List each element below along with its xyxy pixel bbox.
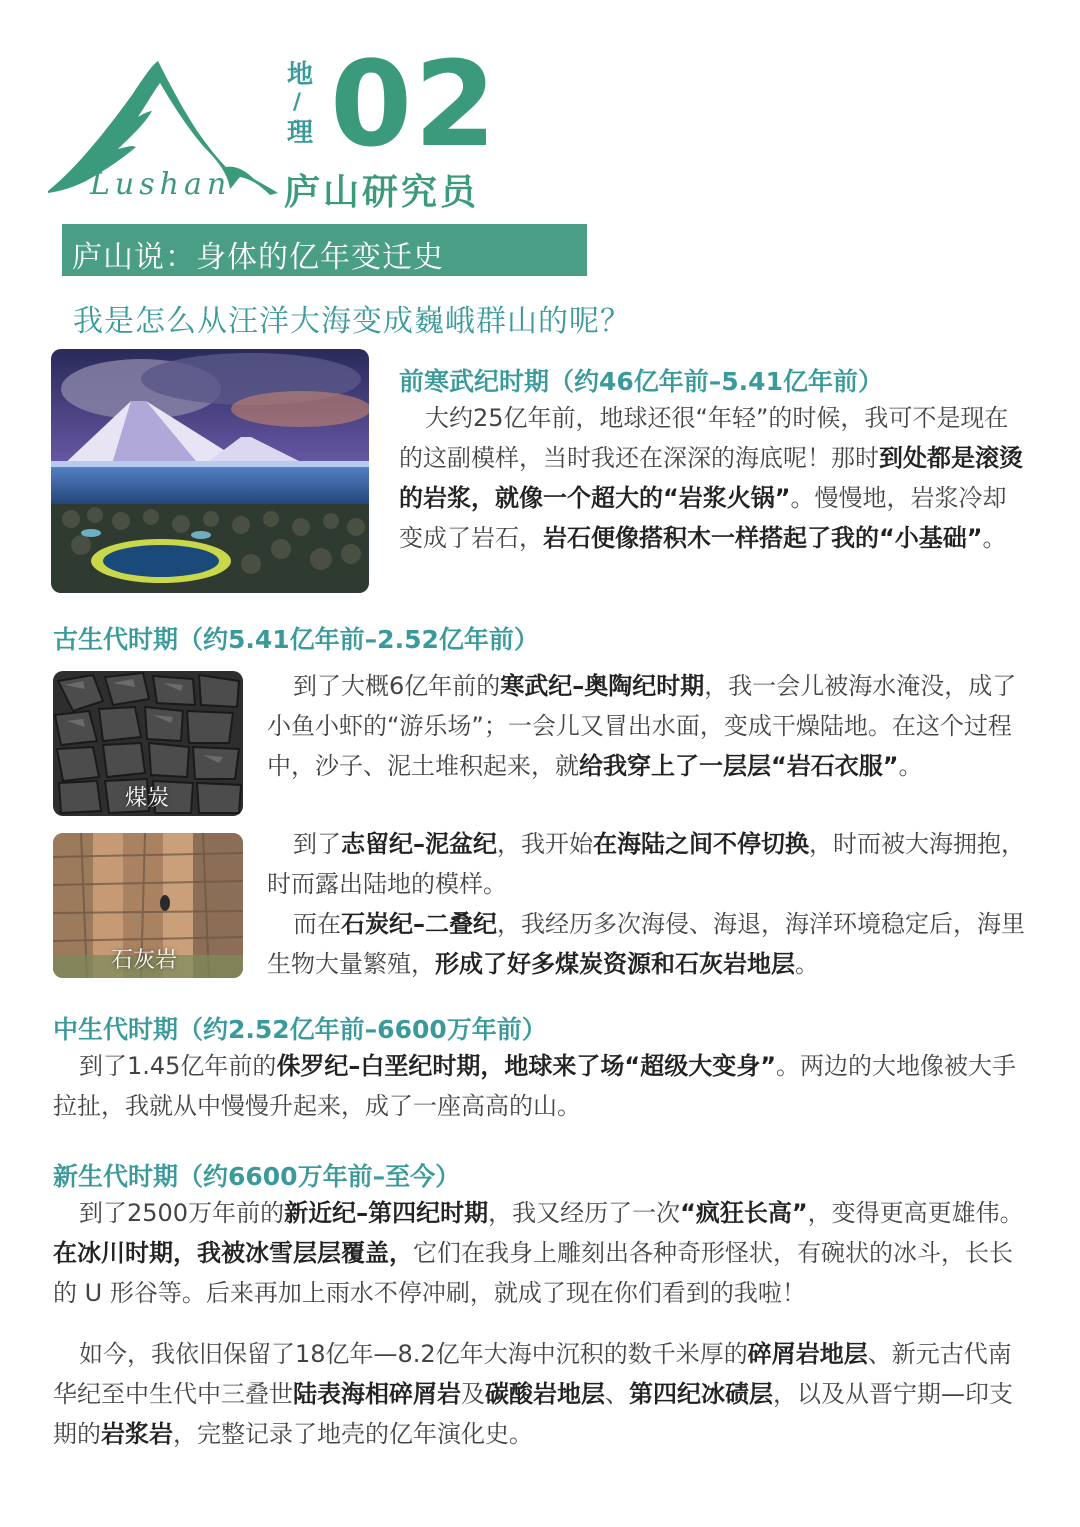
page-subtitle: 我是怎么从汪洋大海变成巍峨群山的呢？ <box>73 304 631 339</box>
limestone-caption: 石灰岩 <box>111 948 178 973</box>
lushan-mountain-logo <box>40 55 280 205</box>
paleozoic-paragraph-1 <box>267 666 1037 786</box>
body-text: ，时而被大海拥抱，时而露出陆地的模样。 <box>267 830 1025 898</box>
category-char-di: 地 <box>287 60 314 90</box>
body-text: 到了2500万年前的 <box>79 1199 285 1227</box>
emphasis-text: “疯狂长高” <box>680 1199 808 1227</box>
body-text: 。两边的大地像被大手拉扯，我就从中慢慢升起来，成了一座高高的山。 <box>53 1052 1016 1120</box>
emphasis-text: 岩石便像搭积木一样搭起了我的“小基础” <box>543 524 983 552</box>
era-title-precambrian: 前寒武纪时期（约46亿年前–5.41亿年前） <box>399 367 883 396</box>
body-text: 而在 <box>293 910 341 938</box>
body-text: ，变得更高更雄伟。 <box>807 1199 1024 1227</box>
logo-lushan-text: Lushan <box>90 167 232 202</box>
era-title-paleozoic: 古生代时期（约5.41亿年前–2.52亿年前） <box>53 625 539 654</box>
coal-photo <box>53 671 243 816</box>
emphasis-text: 在海陆之间不停切换 <box>593 830 809 858</box>
body-text: 及 <box>461 1380 485 1408</box>
body-text: 如今，我依旧保留了18亿年—8.2亿年大海中沉积的数千米厚的 <box>79 1340 748 1368</box>
body-text: ，我经历多次海侵、海退，海洋环境稳定后，海里生物大量繁殖， <box>267 910 1025 978</box>
body-text: 大约25亿年前，地球还很“年轻”的时候，我可不是现在的这副模样，当时我还在深深的海底呢！那时 <box>399 404 1009 472</box>
emphasis-text: 志留纪–泥盆纪 <box>341 830 497 858</box>
volcano-illustration <box>51 349 369 593</box>
body-text: ，完整记录了地壳的亿年演化史。 <box>173 1420 533 1448</box>
body-text: 到了1.45亿年前的 <box>79 1052 277 1080</box>
body-text: 。 <box>982 524 1007 552</box>
body-text: ，我一会儿被海水淹没，成了小鱼小虾的“游乐场”；一会儿又冒出水面，变成干燥陆地。在这个过程中，沙子、泥土堆积起来，就 <box>267 672 1017 780</box>
emphasis-text: 新近纪–第四纪时期 <box>284 1199 489 1227</box>
banner-title: 庐山说：身体的亿年变迁史 <box>72 240 444 275</box>
body-text: 。 <box>898 752 923 780</box>
body-text: ，以及从晋宁期—印支期的 <box>53 1380 1013 1448</box>
mesozoic-paragraph <box>53 1046 1028 1126</box>
body-text: 它们在我身上雕刻出各种奇形怪状，有碗状的冰斗，长长的 U 形谷等。后来再加上雨水不停冲刷，就成了现在你们看到的我啦！ <box>53 1239 1013 1307</box>
body-text: 、 <box>605 1380 629 1408</box>
era-title-cenozoic: 新生代时期（约6600万年前–至今） <box>53 1162 461 1191</box>
body-text: ，我又经历了一次 <box>488 1199 681 1227</box>
body-text: 、新元古代南华纪至中生代中三叠世 <box>53 1340 1012 1408</box>
emphasis-text: 碎屑岩地层 <box>747 1340 868 1368</box>
body-text: 到了 <box>293 830 341 858</box>
body-text: 。慢慢地，岩浆冷却变成了岩石， <box>399 484 1007 552</box>
emphasis-text: 碳酸岩地层 <box>485 1380 605 1408</box>
emphasis-text: 侏罗纪–白垩纪时期，地球来了场“超级大变身” <box>276 1052 776 1080</box>
body-text: ，我开始 <box>497 830 593 858</box>
emphasis-text: 寒武纪–奥陶纪时期 <box>500 672 705 700</box>
emphasis-text: 陆表海相碎屑岩 <box>293 1380 461 1408</box>
precambrian-paragraph <box>399 398 1025 558</box>
body-text: 到了大概6亿年前的 <box>293 672 501 700</box>
conclusion-paragraph <box>53 1334 1028 1454</box>
emphasis-text: 石炭纪–二叠纪 <box>341 910 497 938</box>
emphasis-text: 形成了好多煤炭资源和石灰岩地层 <box>435 950 795 978</box>
emphasis-text: 岩浆岩 <box>101 1420 173 1448</box>
coal-caption: 煤炭 <box>125 786 170 811</box>
paleozoic-paragraph-2 <box>267 824 1037 904</box>
body-text: 。 <box>795 950 819 978</box>
limestone-photo <box>53 833 243 978</box>
emphasis-text: 到处都是滚烫的岩浆，就像一个超大的“岩浆火锅” <box>399 444 1023 512</box>
emphasis-text: 在冰川时期，我被冰雪层层覆盖， <box>53 1239 413 1267</box>
paleozoic-paragraph-3 <box>267 904 1037 984</box>
emphasis-text: 第四纪冰碛层 <box>629 1380 773 1408</box>
column-name: 庐山研究员 <box>284 172 480 213</box>
issue-number: 02 <box>330 35 499 173</box>
era-title-mesozoic: 中生代时期（约2.52亿年前–6600万年前） <box>53 1015 547 1044</box>
category-slash: / <box>293 90 302 115</box>
category-char-li: 理 <box>287 118 314 148</box>
cenozoic-paragraph <box>53 1193 1028 1313</box>
banner-notch <box>44 224 62 276</box>
emphasis-text: 给我穿上了一层层“岩石衣服” <box>579 752 899 780</box>
